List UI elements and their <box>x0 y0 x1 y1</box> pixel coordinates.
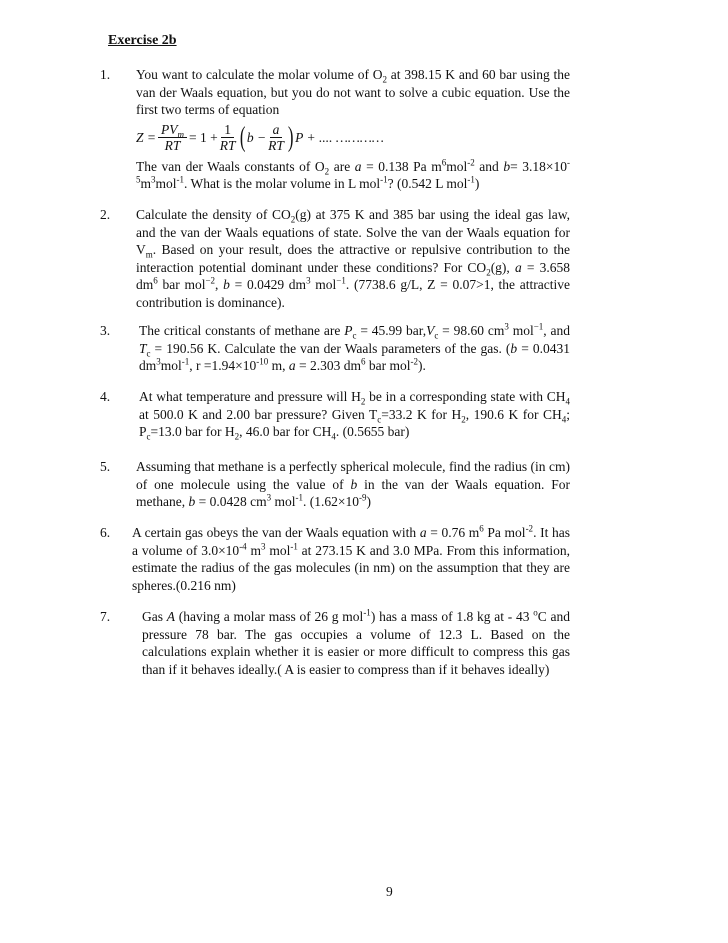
question-number: 7. <box>100 609 111 624</box>
question-7 <box>100 608 570 678</box>
question-text: At what temperature and pressure will $H_2$ be in a corresponding state with $CH_4$ at 500.0 K and 2.00 bar pressure? Given $T_c=33.2$ K for $H_2$, 190.6 K for $CH_4$; $P_c=13.0$ bar for $H_2$, 46.0 bar for $CH_4$. (0.5655 bar) <box>139 389 570 442</box>
question-text: Gas A (having a molar mass of 26 g mol$^{-1}$) has a mass of 1.8 kg at - 43 $^o$C and pressure 78 bar. The gas occupies a volume of 12.3 L. Based on the calculations explain whether it is easier or more difficult to compress this gas than if it behaves ideally.( A is easier to compress than if it behaves ideally) <box>142 607 571 677</box>
question-text: Assuming that methane is a perfectly spherical molecule, find the radius (in cm) of one molecule using the value of b in the van der Waals equation. For methane, b = 0.0428 $cm^3$ mol$^{-1}$. $(1.62\times 10^{-9})$ <box>136 459 570 509</box>
question-number: 2. <box>100 207 111 222</box>
equation: Z = $\frac{PV_m}{RT}$ = 1 + $\frac{1}{RT}$ ( b − $\frac{a}{RT}$ ) P + .... ………… <box>136 121 384 153</box>
page-number: 9 <box>386 884 393 899</box>
question-4 <box>100 388 570 441</box>
question-6 <box>100 524 570 594</box>
exercise-title: Exercise 2b <box>108 33 177 48</box>
question-text: Calculate the density of $CO_2(g)$ at 375 K and 385 bar using the ideal gas law, and the van der Waals equations of state. Solve the van der Waals equation for $V_m$. Based on your result, does the attractive or repulsive contribution to the interaction potential dominant under these conditions? For $CO_2(g)$, a = 3.658 $dm^6$ bar mol$^{-2}$, b = 0.0429 $dm^3$ mol$^{-1}$. (7738.6 g/L, Z = 0.07>1, the attractive contribution is dominance). <box>136 207 570 310</box>
question-1 <box>100 66 570 193</box>
question-number: 4. <box>100 389 111 404</box>
question-text: A certain gas obeys the van der Waals equation with a = 0.76 $m^6$ Pa mol$^{-2}$. It has a volume of $3.0\times 10^{-4}$ $m^3$ mol$^{-1}$ at 273.15 K and 3.0 MPa. From this information, estimate the radius of the gas molecules (in nm) on the assumption that they are spheres.(0.216 nm) <box>132 523 570 593</box>
question-number: 5. <box>100 459 111 474</box>
question-number: 6. <box>100 525 111 540</box>
question-number: 1. <box>100 67 111 82</box>
question-text: The critical constants of methane are $P_c = 45.99$ $bar,V_c = 98.60$ $cm^3$ mol$^{-1}$, and $T_c = 190.56$ K. Calculate the van der Waals parameters of the gas. (b = 0.0431 $dm^3mol^{-1}$, $r =1.94\times 10^{-10}$ m, a = 2.303 $dm^6$ bar mol$^{-2}$). <box>139 321 570 373</box>
question-5 <box>100 458 570 511</box>
question-3 <box>100 322 570 375</box>
question-text: You want to calculate the molar volume of $O_2$ at 398.15 K and 60 bar using the van der Waals equation, but you do not want to solve a cubic equation. Use the first two terms of equation Z = $\frac{PV_m}{RT}$ = 1 + $\frac{1}{RT}$ ( b − $\frac{a}{RT}$ ) P + .... ………… The van der Waals constants of $O_2$ are a = 0.138 Pa $m^6mol^{-2}$ and $b= 3.18\times 10^{-5}m^3mol^{-1}$. What is the molar volume in L mol$^{-1}$? (0.542 L mol$^{-1}$) <box>136 67 571 191</box>
question-number: 3. <box>100 323 111 338</box>
question-2 <box>100 206 570 311</box>
